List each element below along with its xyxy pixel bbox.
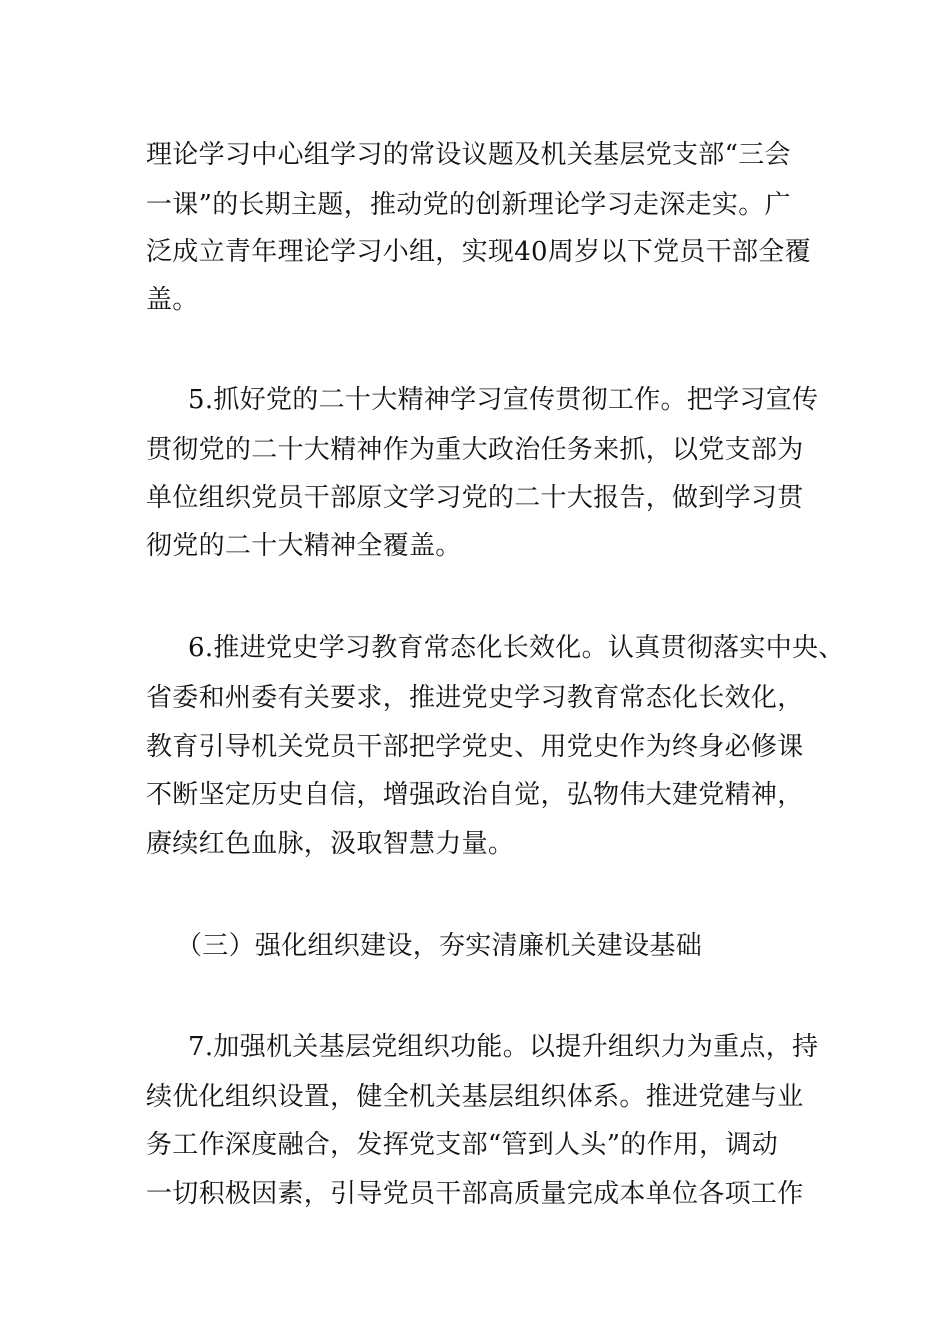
text-line: 务工作深度融合，发挥党支部“管到人头”的作用，调动 (146, 1130, 779, 1160)
text-line: 不断坚定历史自信，增强政治自觉，弘物伟大建党精神， (146, 780, 804, 810)
text-line: 一切积极因素，引导党员干部高质量完成本单位各项工作 (146, 1179, 804, 1209)
text-line: 彻党的二十大精神全覆盖。 (146, 531, 462, 561)
text-line: 教育引导机关党员干部把学党史、用党史作为终身必修课 (146, 732, 804, 762)
subsection-heading: （三）强化组织建设，夯实清廉机关建设基础 (176, 931, 703, 961)
text-line: 单位组织党员干部原文学习党的二十大报告，做到学习贯 (146, 483, 804, 513)
section-6-heading-line: 6.推进党史学习教育常态化长效化。认真贯彻落实中央、 (188, 633, 845, 663)
text-line: 续优化组织设置，健全机关基层组织体系。推进党建与业 (146, 1082, 804, 1112)
text-line: 贯彻党的二十大精神作为重大政治任务来抓，以党支部为 (146, 435, 804, 465)
text-line: 泛成立青年理论学习小组，实现40周岁以下党员干部全覆 (146, 237, 811, 267)
text-line: 省委和州委有关要求，推进党史学习教育常态化长效化， (146, 683, 804, 713)
text-line: 赓续红色血脉，汲取智慧力量。 (146, 829, 515, 859)
section-7-heading-line: 7.加强机关基层党组织功能。以提升组织力为重点，持 (188, 1032, 819, 1062)
text-line: 一课”的长期主题，推动党的创新理论学习走深走实。广 (146, 190, 791, 220)
text-line: 理论学习中心组学习的常设议题及机关基层党支部“三会 (146, 140, 791, 170)
section-5-heading-line: 5.抓好党的二十大精神学习宣传贯彻工作。把学习宣传 (188, 385, 819, 415)
text-line: 盖。 (146, 285, 199, 315)
